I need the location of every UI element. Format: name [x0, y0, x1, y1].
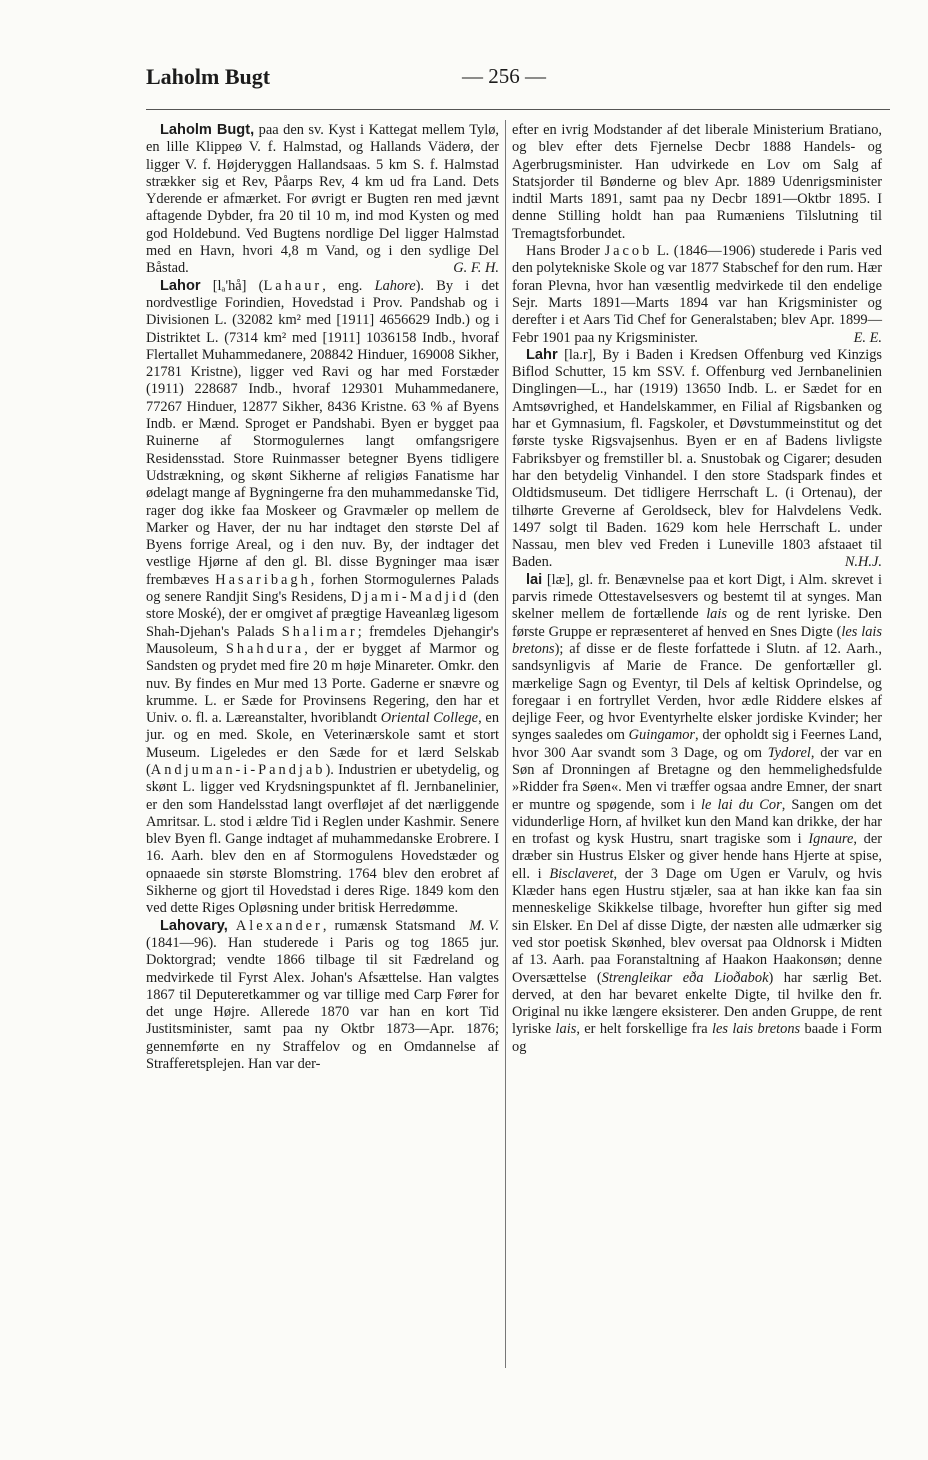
entry-text: (	[258, 277, 264, 294]
entry-text: , der er bygget af Marmor og Sandsten og prydet med fire 20 m høje Minareter. Omkr. den nuv. By findes en Mur med 13 Porte. Gaderne er snævre og krumme. L. er Sæde for Provinsens Regering, den har et Univ. o. fl. a. Læreanstalter, hvoriblandt	[146, 640, 499, 727]
italic-term: Bisclaveret	[549, 865, 614, 882]
column-divider	[505, 120, 506, 1368]
author-signature: M. V.	[469, 917, 499, 934]
italic-term: Strengleikar eða Lioðabok	[601, 969, 769, 986]
italic-term: les lais bretons	[712, 1021, 801, 1038]
entry-text: , der dræber sin Hustrus Elsker og giver hende hans Hjerte at spise, ell. i	[512, 831, 882, 882]
entry-text: ; fremdeles Djehangir's Mausoleum,	[146, 623, 499, 657]
spaced-term: Shahdura	[225, 640, 305, 657]
entry-text: ) har særlig Bet. derved, at den har bevaret enkelte Digte, til hvilke den fr. Original nu ikke længere eksisterer. Den anden Gruppe, de rent lyriske	[512, 969, 882, 1038]
headword: Laholm Bugt,	[160, 122, 255, 138]
entry-laholm-bugt	[146, 122, 499, 278]
italic-term: Ignaure	[808, 831, 854, 848]
entry-lahr	[512, 347, 882, 572]
entry-text: [læ], gl. fr. Benævnelse paa et kort Digt, i Alm. skrevet i parvis rimede Ottestavelsesvers og bestemt til at synges. Man skelner mellem de fortællende	[512, 571, 882, 623]
entry-text: ). By i det nordvestlige Forindien, Hovedstad i Prov. Pandshab og i Divisionen L. (32082 km² med [1911] 4656629 Indb.) og i Distriktet L. (7314 km² med [1911] 1036158 Indb., hvoraf Flertallet Muhammedanere, 208842 Hinduer, 169008 Sikher, 21781 Kristne), ligger ved Ravi og har med Forstæder (1911) 228687 Indb., hvoraf 129301 Muhammedanere, 77267 Hinduer, 12877 Sikher, 8436 Kristne. 63 % af Byens Indb. er Mænd. Sproget er Pandshabi. Byen er bygget paa Ruinerne af Stormogulernes langt omfangsrigere Residensstad. Store Ruinmasser betegner Byens tidligere Udstrækning, og skønt Sikherne af religiøs Fanatisme har ødelagt mange af Bygningerne fra den muhammedanske Tid, rager dog ikke faa Moskeer og Gravmæler op mellem de Marker og Haver, der nu har indtaget den største Del af Byens forrige Areal, og i den nuv. By, der indtager det vestlige Hjørne af den gl. Bl. disse Bygninger maa især frembæves	[146, 277, 500, 588]
headword: lai	[526, 571, 543, 588]
headword: Lahor	[160, 277, 201, 294]
headword: Lahr	[526, 346, 558, 363]
entry-lahovary-continued	[512, 122, 882, 243]
entry-lai	[512, 572, 882, 1056]
italic-term: lais	[706, 606, 727, 623]
spaced-term: Djami-Madjid	[350, 589, 470, 606]
entry-text: , eng.	[322, 277, 375, 294]
pronunciation: [lₐ'hå]	[200, 277, 259, 294]
spaced-term: Lahaur	[263, 277, 323, 294]
spaced-term: Andjuman-i-Pandjab	[150, 761, 326, 778]
entry-text: , er helt forskellige fra	[576, 1021, 713, 1038]
entry-text: , der var en Søn af Dronningen af Bretagne og den hemmelighedsfulde »Ridder fra Søen«. Men vi træffer ogsaa andre Emner, der snart er muntre og spøgende, som i	[512, 744, 882, 813]
entry-lahovary	[146, 918, 499, 1074]
running-head: Laholm Bugt	[146, 64, 271, 89]
spaced-term: Jacob	[604, 243, 653, 260]
header-rule	[146, 109, 890, 110]
italic-term: Lahore	[374, 277, 416, 294]
spaced-term: Hasaribagh	[215, 571, 311, 588]
entry-text: , Sangen om det vidunderlige Horn, af hvilket kun den Mand kan drikke, der har en trofast og kysk Hustru, snart tragiske som i	[512, 796, 882, 848]
entry-text: paa den sv. Kyst i Kattegat mellem Tylø, en lille Klippeø V. f. Halmstad, og Hallands Väderø, der ligger V. f. Højderyggen Hallandsaas. 5 km S. f. Halmstad strækker sig et Rev, Påarps Rev, 4 km ud fra Land. Dets Yderende er afmærket. For øvrigt er Bugten ren med jævnt aftagende Dybder, fra 20 til 10 m, ind mod Kysten og med god Holdebund. Ved Bugtens nordlige Del ligger Halmstad med en Havn, hvori 4,8 m Vand, og i den sydlige Del Båstad.	[146, 122, 499, 277]
entry-text: (den store Moské), der er omgivet af prægtige Haveanlæg ligesom Shah-Djehan's Palads	[146, 589, 499, 640]
spaced-term: Alexander	[235, 917, 323, 934]
entry-text: , der opholdt sig i Feernes Land, hvor 300 Aar svandt som 3 Dage, og om	[512, 727, 882, 761]
italic-term: le lai du Cor	[700, 796, 782, 813]
entry-text: og de rent lyriske. Den første Gruppe er repræsenteret af henved en Snes Digte (	[512, 606, 882, 640]
entry-text: , en jur. og en med. Skole, en Veterinærskole samt et stort Museum. Ligeledes er den Sæde for et lærd Selskab (	[146, 710, 500, 778]
entry-text: baade i Form og	[512, 1021, 882, 1055]
italic-term: Guingamor	[628, 727, 696, 744]
page-number: — 256 —	[462, 64, 546, 88]
left-column	[146, 122, 499, 1073]
entry-text: [la.r], By i Baden i Kredsen Offenburg ved Kinzigs Biflod Schutter, 15 km SSV. f. Offenburg ved Jernbanelinien Dinglingen—L., har (1919) 13650 Indb. L. er Sædet for en Amtsøvrighed, et Handelskammer, en Filial af Rigsbanken og har et Gymnasium, fl. Fagskoler, et Døvstummeinstitut og det første tyske Rigsvajsenhus. Byen er en af Badens livligste Fabriksbyer og fremstiller bl. a. Snustobak og Cigarer; desuden har den betydelig Vinhandel. I den store Stadspark findes et Oldtidsmuseum. Det tidligere Herrschaft L. (i Ortenau), der tilhørte Greverne af Geroldseck, blev for Halvdelens Vedk. 1497 solgt til Baden. 1629 kom hele Herrschaft L. under Nassau, men blev ved Freden i Luneville 1803 afstaaet til Baden.	[512, 346, 882, 571]
entry-text: Hans Broder	[526, 243, 605, 260]
entry-text: ); af disse er de fleste forfattede i Slutn. af 12. Aarh., sandsynligvis af Marie de France. De genfortæller gl. mærkelige Sagn og Eventyr, til Dels af keltisk Oprindelse, og foregaar i en fortryllet Verden, hvor ædle Riddere elskes af dejlige Feer, og hvor Eventyrhelte elsker jordiske Kvinder; her synges saaledes om	[512, 640, 882, 744]
entry-text: ). Industrien er ubetydelig, og skønt L. ligger ved Krydsningspunktet af fl. Jernbanelinier, er den som Handelsstad langt overfløjet af det nærliggende Amritsar. L. stod i ældre Tid i Reglen under Kashmir. Senere blev Byen fl. Gange indtaget af muhammedanske Erobrere. I 16. Aarh. blev den en af Stormogulens Hovedstæder og opnaaede sin største Blomstring. 1764 blev den erobret af Sikherne og gjort til Hovedstad i deres Rige. 1849 kom den ved dette Riges Opløsning under britisk Herredømme.	[146, 761, 499, 917]
entry-text: , rumænsk Statsmand (1841—96). Han studerede i Paris og tog 1865 jur. Doktorgrad; vendte 1866 tilbage til sit Fædreland og medvirkede til Fyrst Alex. Johan's Afsættelse. Han valgtes 1867 til Deputeretkammer og var tillige med Carp Fører for det unge Højre. Allerede 1870 var han en kort Tid Justitsminister, samt paa ny Oktbr 1873—Apr. 1876; gennemførte en ny Straffelov og en Omdannelse af Strafferetsplejen. Han var der-	[146, 917, 499, 1073]
italic-term: les lais bretons	[512, 623, 882, 657]
entry-text: efter en ivrig Modstander af det liberale Ministerium Bratiano, og blev efter dets Fjernelse Decbr 1888 Handels- og Agerbrugsminister. Han udvirkede en Lov om Salg af Statsjorder til Bønderne og blev Apr. 1889 Udenrigsminister indtil Marts 1891, samt paa ny Decbr 1891—Oktbr 1895. I denne Stilling holdt han paa Rumæniens Tilslutning til Tremagtsforbundet.	[512, 122, 882, 242]
entry-text: , der 3 Dage om Ugen er Varulv, og hvis Klæder hans egen Hustru stjæler, saa at han ikke kan faa sin menneskelige Skikkelse tilbage, hvorefter hun gifter sig med sin Elsker. En Del af disse Digte, der næsten alle udmærker sig ved stor poetisk Skønhed, blev oversat paa Oldnorsk i Midten af 13. Aarh. paa Foranstaltning af Haakon Haakonsøn; denne Oversættelse (	[512, 865, 882, 986]
author-signature: E. E.	[853, 329, 882, 346]
italic-term: Tydorel	[767, 744, 811, 761]
spaced-term: Shalimar	[281, 623, 358, 640]
author-signature: N.H.J.	[844, 554, 882, 571]
author-signature: G. F. H.	[453, 260, 499, 277]
italic-term: lais	[555, 1021, 577, 1038]
right-column	[512, 122, 882, 1056]
entry-lahovary-jacob	[512, 243, 882, 347]
entry-text: L. (1846—1906) studerede i Paris ved den polytekniske Skole og var 1877 Stabschef for den rum. Hær foran Plevna, hvor han væsentlig medvirkede til den endelige Sejr. Marts 1891—Marts 1894 var han Krigsminister og derefter i et Aars Tid Chef for Generalstaben; blev Apr. 1899—Febr 1901 paa ny Krigsminister.	[512, 243, 882, 346]
page-header	[146, 64, 836, 98]
italic-term: Oriental College	[380, 710, 479, 727]
entry-text: , forhen Stormogulernes Palads og senere Randjit Sing's Residens,	[146, 571, 499, 606]
headword: Lahovary,	[160, 917, 228, 934]
